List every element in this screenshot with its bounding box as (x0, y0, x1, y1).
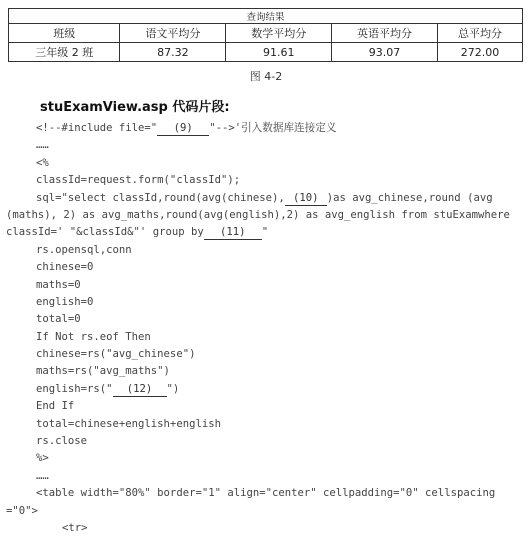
code-line: total=0 (36, 313, 81, 326)
code-line: chinese=rs("avg_chinese") (36, 348, 196, 361)
header-chinese-avg: 语文平均分 (120, 24, 226, 43)
code-line: …… (36, 139, 49, 152)
code-line: …… (36, 469, 49, 482)
code-line: english=0 (36, 295, 94, 308)
snippet-title: stuExamView.asp 代码片段: (40, 100, 230, 115)
code-text: sql="select classId,round(avg(chinese), (36, 191, 285, 204)
code-text: english=rs(" (36, 382, 113, 395)
code-line: If Not rs.eof Then (36, 330, 151, 343)
code-line (0, 224, 532, 241)
code-text: " (261, 226, 269, 239)
code-line: <tr> (62, 521, 88, 534)
code-text: )as avg_chinese,round (avg (326, 191, 493, 204)
blank-9: (9) (157, 122, 209, 136)
header-total-avg: 总平均分 (437, 24, 522, 43)
code-line: rs.opensql,conn (36, 243, 132, 256)
code-line: <% (36, 156, 49, 169)
header-class: 班级 (9, 24, 120, 43)
blank-11: (11) (204, 226, 262, 240)
code-line: %> (36, 452, 49, 465)
code-line: total=chinese+english+english (36, 417, 221, 430)
query-result-table (8, 8, 523, 62)
code-snippet (0, 120, 532, 537)
table-row (9, 43, 523, 62)
cell-class: 三年级 2 班 (9, 43, 120, 62)
header-english-avg: 英语平均分 (332, 24, 438, 43)
table-caption: 查询结果 (9, 9, 523, 24)
code-line: End If (36, 400, 75, 413)
cell-chinese-avg: 87.32 (120, 43, 226, 62)
code-line: classId=request.form("classId"); (36, 174, 241, 187)
header-maths-avg: 数学平均分 (226, 24, 332, 43)
cell-total-avg: 272.00 (437, 43, 522, 62)
blank-10: (10) (285, 192, 327, 206)
code-line (0, 190, 532, 207)
blank-12: (12) (113, 383, 167, 397)
code-line: chinese=0 (36, 261, 94, 274)
code-line: ="0"> (6, 504, 38, 517)
cell-english-avg: 93.07 (332, 43, 438, 62)
cell-maths-avg: 91.61 (226, 43, 332, 62)
code-line: (maths), 2) as avg_maths,round(avg(english),2) as avg_english from stuExamwhere (6, 208, 510, 221)
figure-caption: 图 4-2 (249, 70, 283, 83)
code-text: <!--#include file=" (36, 122, 158, 134)
code-line: rs.close (36, 435, 88, 448)
code-line: maths=0 (36, 278, 81, 291)
code-line (0, 381, 532, 398)
table-header-row (9, 24, 523, 43)
code-line: maths=rs("avg_maths") (36, 365, 170, 378)
code-line (0, 120, 532, 137)
code-line: <table width="80%" border="1" align="center" cellpadding="0" cellspacing (36, 487, 496, 500)
code-text: classId=' "&classId&"' group by (6, 226, 204, 239)
code-text: "-->'引入数据库连接定义 (209, 122, 337, 134)
code-text: ") (166, 382, 180, 395)
